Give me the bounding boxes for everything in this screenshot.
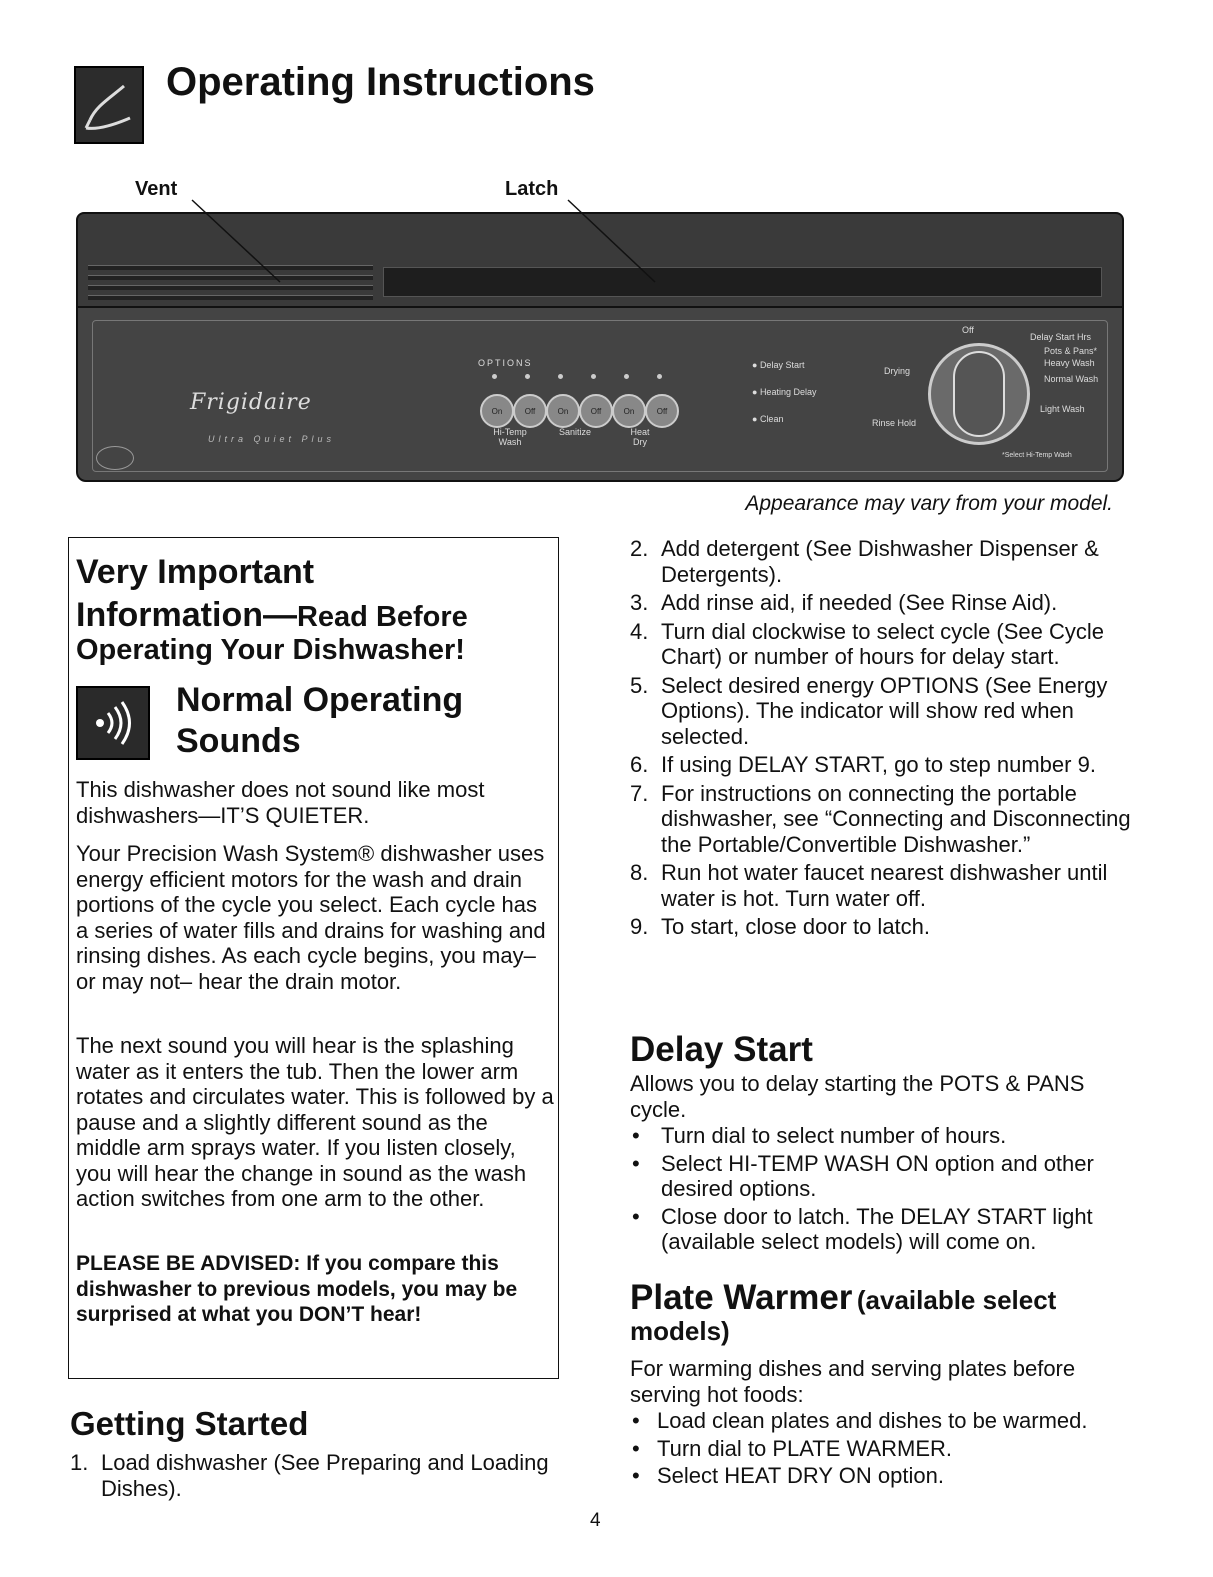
- sounds-heading: Normal Operating Sounds: [176, 681, 464, 760]
- list-item: • Turn dial to select number of hours.: [630, 1123, 1150, 1149]
- step-item: 4. Turn dial clockwise to select cycle (See Cycle Chart) or number of hours for delay start.: [630, 618, 1105, 669]
- hi-temp-on-button[interactable]: On: [480, 394, 514, 428]
- step-item: 8. Run hot water faucet nearest dishwasher until water is hot. Turn water off.: [630, 860, 1108, 911]
- plate-warmer-heading: Plate Warmer (available select: [630, 1278, 1057, 1317]
- hi-temp-wash-label: Hi-Temp Wash: [493, 427, 527, 447]
- hi-temp-off-button[interactable]: Off: [513, 394, 547, 428]
- dial-label-normal-wash: Normal Wash: [1044, 374, 1099, 384]
- callout-lines: [0, 0, 1213, 300]
- step-item: 9. To start, close door to latch.: [630, 914, 931, 939]
- vent-callout: Vent: [135, 178, 178, 200]
- sounds-paragraph-1: This dishwasher does not sound like most dishwashers—IT’S QUIETER.: [76, 777, 485, 828]
- dial-footnote: *Select Hi-Temp Wash: [1002, 452, 1072, 459]
- page-number: 4: [590, 1510, 601, 1531]
- heat-dry-label: Heat Dry: [630, 427, 650, 447]
- dial-label-rinse-hold: Rinse Hold: [872, 418, 917, 428]
- appearance-caption: Appearance may vary from your model.: [745, 492, 1113, 515]
- list-item: • Turn dial to PLATE WARMER.: [630, 1436, 1150, 1462]
- steps-list-continued: [630, 536, 1150, 940]
- sounds-paragraph-2: Your Precision Wash System® dishwasher uses energy efficient motors for the wash and drain portions of the cycle you select. Each cycle has a series of water fills and drains for washing and rinsing dishes. As each cycle begins, you may–or may not– hear the drain motor.: [76, 841, 546, 994]
- option-led: [525, 374, 530, 379]
- step-item: 7. For instructions on connecting the portable dishwasher, see “Connecting and Disconnecting the Portable/Convertible Dishwasher.”: [630, 780, 1131, 857]
- step-item: 1. Load dishwasher (See Preparing and Loading Dishes).: [70, 1450, 549, 1501]
- brand-logo: Frigidaire: [190, 390, 312, 415]
- dial-label-pots-pans: Pots & Pans*: [1044, 346, 1098, 356]
- sanitize-off-button[interactable]: Off: [579, 394, 613, 428]
- dial-label-heavy-wash: Heavy Wash: [1044, 358, 1095, 368]
- advised-note: PLEASE BE ADVISED: If you compare this dishwasher to previous models, you may be surprised at what you DON’T hear!: [76, 1252, 518, 1326]
- heat-dry-off-button[interactable]: Off: [645, 394, 679, 428]
- delay-start-bullets: [630, 1123, 1150, 1255]
- brand-subtitle: Ultra Quiet Plus: [208, 434, 336, 444]
- heating-delay-indicator: ● Heating Delay: [752, 387, 817, 397]
- plate-warmer-intro: For warming dishes and serving plates before serving hot foods:: [630, 1356, 1076, 1407]
- step-item: 2. Add detergent (See Dishwasher Dispenser & Detergents).: [630, 536, 1099, 587]
- option-led: [657, 374, 662, 379]
- clean-indicator: ● Clean: [752, 414, 784, 424]
- dial-label-drying: Drying: [884, 366, 911, 376]
- important-heading-3: Operating Your Dishwasher!: [76, 634, 465, 666]
- dial-label-light-wash: Light Wash: [1040, 404, 1085, 414]
- cycle-dial-knob[interactable]: [953, 351, 1005, 437]
- sounds-paragraph-3: The next sound you will hear is the splashing water as it enters the tub. Then the lower arm rotates and circulates water. This is followed by a pause and a slightly different sound as the middle arm sprays water. If you listen closely, you will hear the change in sound as the wash action switches from one arm to the other.: [76, 1033, 554, 1211]
- step-item: 6. If using DELAY START, go to step number 9.: [630, 752, 1096, 777]
- speaker-sound-icon: [76, 686, 150, 760]
- option-led: [558, 374, 563, 379]
- list-item: • Load clean plates and dishes to be warmed.: [630, 1408, 1150, 1434]
- energy-star-logo: [96, 446, 134, 470]
- step-item: 3. Add rinse aid, if needed (See Rinse Aid).: [630, 590, 1058, 615]
- delay-start-indicator: ● Delay Start: [752, 360, 805, 370]
- option-led: [591, 374, 596, 379]
- sanitize-on-button[interactable]: On: [546, 394, 580, 428]
- important-heading-1: Very Important: [76, 553, 315, 591]
- plate-warmer-heading-line2: models): [630, 1316, 730, 1346]
- delay-start-heading: Delay Start: [630, 1030, 813, 1069]
- important-heading-2: Information—Read Before: [76, 596, 468, 634]
- sanitize-label: Sanitize: [558, 427, 592, 437]
- list-item: • Select HEAT DRY ON option.: [630, 1463, 1150, 1489]
- latch-callout: Latch: [505, 178, 559, 200]
- delay-start-intro: Allows you to delay starting the POTS & PANS cycle.: [630, 1071, 1085, 1122]
- option-led: [492, 374, 497, 379]
- list-item: • Select HI-TEMP WASH ON option and other desired options.: [630, 1151, 1150, 1202]
- step-item: 5. Select desired energy OPTIONS (See Energy Options). The indicator will show red when selected.: [630, 672, 1108, 749]
- option-led: [624, 374, 629, 379]
- list-item: • Close door to latch. The DELAY START light (available select models) will come on.: [630, 1204, 1150, 1255]
- dial-label-off: Off: [962, 325, 974, 335]
- plate-warmer-bullets: [630, 1408, 1150, 1489]
- heat-dry-on-button[interactable]: On: [612, 394, 646, 428]
- options-title: OPTIONS: [478, 358, 533, 368]
- page-title: Operating Instructions: [166, 60, 595, 104]
- getting-started-heading: Getting Started: [70, 1405, 309, 1442]
- dial-label-delay-start-hrs: Delay Start Hrs: [1030, 332, 1092, 342]
